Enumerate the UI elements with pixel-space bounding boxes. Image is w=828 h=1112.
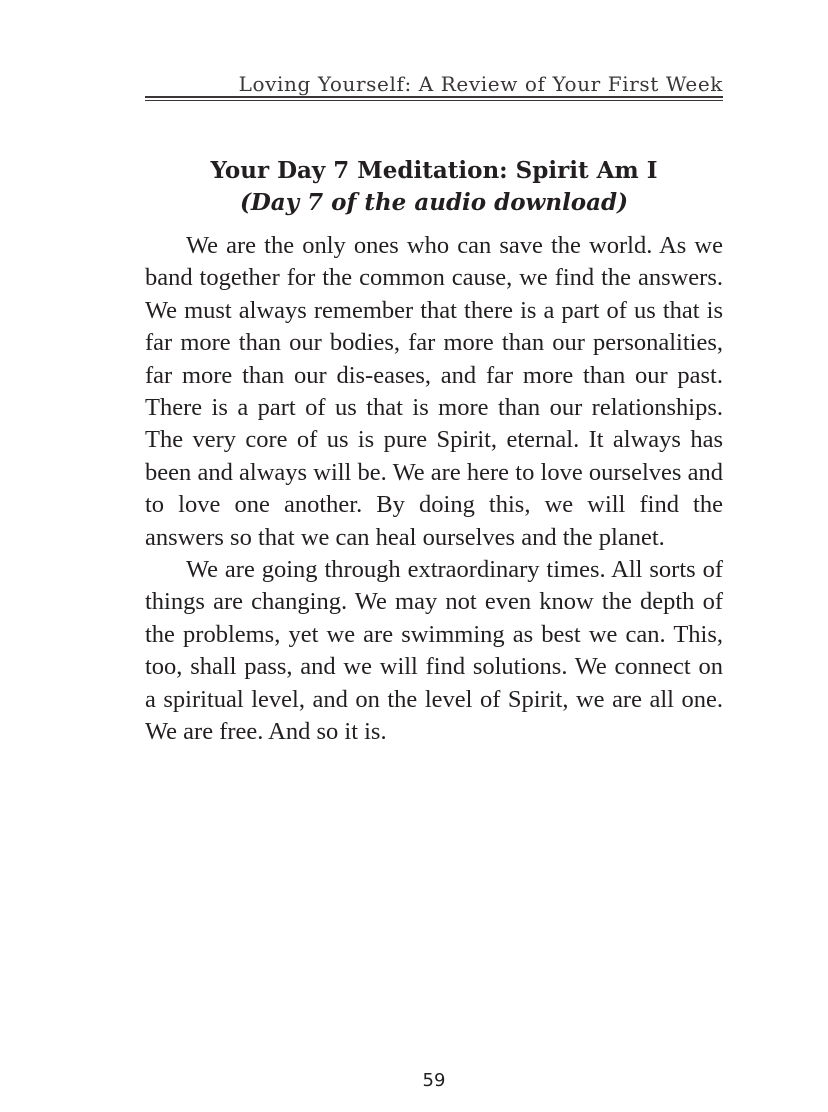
header-rule-thick xyxy=(145,96,723,98)
paragraph-1: We are the only ones who can save the world. As we band together for the common cause, we find the answers. We must always remember that there is a part of us that is far more than our bodies, far more than our personalities, far more than our dis-eases, and far more than our past. There is a part of us that is more than our relationships. The very core of us is pure Spirit, eternal. It always has been and always will be. We are here to love ourselves and to love one another. By doing this, we will find the answers so that we can heal ourselves and the planet. xyxy=(145,232,723,551)
header-rule-thin xyxy=(145,100,723,101)
page-number: 59 xyxy=(422,1070,446,1091)
paragraph-2: We are going through extraordinary times. All sorts of things are changing. We may not even know the depth of the problems, yet we are swimming as best we can. This, too, shall pass, and we will find solutions. We connect on a spiritual level, and on the level of Spirit, we are all one. We are free. And so it is. xyxy=(145,556,723,746)
running-head: Loving Yourself: A Review of Your First Week xyxy=(238,72,723,96)
section-subtitle: (Day 7 of the audio download) xyxy=(239,189,629,216)
section-title: Your Day 7 Meditation: Spirit Am I xyxy=(210,157,658,184)
body-text xyxy=(145,230,723,749)
